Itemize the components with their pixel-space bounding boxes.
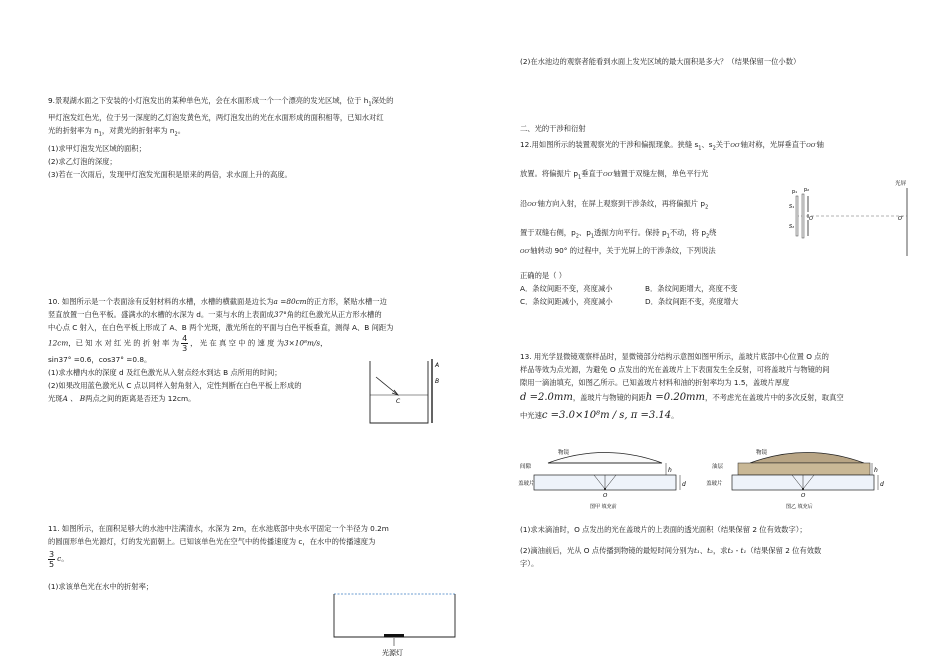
q9-sub1: (1)求甲灯泡发光区域的面积； [48, 143, 146, 153]
question-13-subs [520, 523, 915, 570]
label-oil: 油层 [712, 464, 724, 470]
q9-sub3: (3)若在一次雨后，发现甲灯泡发光面积是原来的两倍，求水面上升的高度。 [48, 169, 292, 179]
label-d: d [682, 481, 686, 488]
q10-fraction: $\frac{4}{3}$ [182, 334, 188, 353]
q10-tank-figure [350, 355, 450, 430]
q11-line1: 11. 如图所示，在面积足够大的水池中注满清水，水深为 2m，在水池底部中央水平固定一个半径为 0.2m [48, 524, 389, 533]
q11-line2: 的圆面形单色光源灯，灯的发光面朝上。已知该单色光在空气中的传播速度为 c，在水中的传播速度为 [48, 537, 376, 546]
light-source-lamp [384, 634, 404, 638]
q11-fraction: $\frac{3}{5}$ [49, 549, 55, 569]
q12-line1: 12.用如图所示的装置观察光的干涉和偏振现象。狭缝 $s_1$、$s_2$关于OO′轴对称，光屏垂直于OO′轴 [520, 140, 824, 152]
label-p1: p₁ [792, 189, 798, 195]
label-light-source: 光源灯 [382, 649, 403, 657]
q13-sub1: (1)求未滴油时，O 点发出的光在盖玻片的上表面的透光面积（结果保留 2 位有效数字）； [520, 525, 807, 534]
option-b[interactable]: B．条纹间距增大，亮度不变 [645, 283, 738, 293]
q12-interference-figure [788, 176, 915, 258]
label-o: O [809, 216, 813, 222]
label-a: A [435, 362, 440, 369]
label-gap: 间隙 [520, 464, 532, 470]
q10-sub3: 光斑A 、 B两点之间的距离是否还为 12cm。 [48, 394, 196, 403]
q9-sub2: (2)求乙灯泡的深度； [48, 156, 117, 166]
q10-sub1: (1)求水槽内水的深度 d 及红色激光从入射点经水到达 B 点所用的时间； [48, 368, 282, 377]
q13-sub2: (2)滴油前后，光从 O 点传播到物镜的最短时间分别为t₁、t₂，求t₂ - t₁（结果保留 2 位有效数 [520, 546, 822, 555]
q13-line5: 中光速c =3.0×10⁸m / s, π =3.14。 [520, 410, 679, 421]
option-c[interactable]: C．条纹间距减小，亮度减小 [520, 296, 613, 306]
caption-after: 图乙 填充后 [786, 504, 813, 510]
section-interference [520, 122, 915, 135]
q11-sub2: (2)在水池边的观察者能看到水面上发光区域的最大面积是多大？（结果保留一位小数） [520, 57, 801, 66]
label-h-2: h [874, 467, 878, 474]
q9-line3: 光的折射率为 $n_1$，对黄光的折射率为 $n_2$。 [48, 126, 186, 138]
label-o-before: O [603, 493, 608, 499]
label-s2: S₂ [789, 224, 795, 230]
figure-after-fill [706, 448, 884, 510]
question-13 [520, 350, 915, 425]
q10-line4: 12cm，已 知 水 对 红 光 的 折 射 率 为 $\frac{4}{3}$ ， 光 在 真 空 中 的 速 度 为3×10⁸m/s， [48, 334, 328, 353]
q12-line6: 正确的是（ ） [520, 270, 567, 280]
q13-line3: 隙用一滴油填充，如图乙所示。已知盖玻片材料和油的折射率均为 1.5，盖玻片厚度 [520, 378, 790, 387]
option-d[interactable]: D．条纹间距不变，亮度增大 [645, 296, 739, 306]
q12-line5: OO′轴转动 90° 的过程中，关于光屏上的干涉条纹，下列说法 [520, 245, 716, 255]
q12-line2: 放置。将偏振片 $p_1$垂直于OO′轴置于双缝左侧，单色平行光 [520, 169, 709, 181]
section-heading: 二、光的干涉和衍射 [520, 124, 586, 133]
q10-line1: 10. 如图所示是一个表面涂有反射材料的水槽，水槽的横截面是边长为a =80cm的正方形，紧贴水槽一边 [48, 297, 387, 306]
figure-before-fill [518, 448, 686, 510]
label-cover-glass: 盖玻片 [518, 481, 535, 487]
q10-sub2: (2)如果改用蓝色激光从 C 点以同样入射角射入，定性判断在白色平板上形成的 [48, 381, 302, 390]
caption-before: 图甲 填充前 [590, 504, 617, 510]
right-column [520, 0, 915, 658]
label-objective: 物镜 [558, 450, 570, 456]
q10-line2: 竖直放置一白色平板。盛满水的水槽的水深为 d。一束与水的上表面成37°角的红色激光从正方形水槽的 [48, 310, 382, 319]
label-h: h [668, 467, 672, 474]
q13-line2: 样品等效为点光源，为避免 O 点发出的光在盖玻片上下表面发生全反射，可将盖玻片与物镜的间 [520, 365, 830, 374]
label-p2: p₂ [804, 187, 810, 193]
label-c: C [396, 398, 401, 405]
label-o-after: O [801, 493, 806, 499]
label-screen: 光屏 [895, 181, 907, 187]
label-o-prime: O′ [898, 216, 904, 222]
q12-line4: 置于双缝右侧，$p_2$、$p_1$透振方向平行。保持 $p_1$不动，将 $p_2$绕 [520, 228, 717, 240]
left-column [48, 0, 448, 658]
option-a[interactable]: A．条纹间距不变，亮度减小 [520, 283, 613, 293]
q13-line4: d =2.0mm，盖玻片与物镜的间距h =0.20mm，不考虑光在盖玻片中的多次反射，取真空 [520, 392, 844, 403]
q11-line3: $\frac{3}{5}$ c。 [49, 549, 69, 569]
label-objective-2: 物镜 [756, 450, 768, 456]
q11-pool-figure [332, 590, 457, 658]
question-11 [48, 522, 448, 593]
q9-line2: 甲灯泡发红色光，位于另一深度的乙灯泡发黄色光，两灯泡发出的光在水面形成的面积相等，已知水对红 [48, 113, 384, 123]
label-s1: S₁ [789, 204, 795, 210]
label-d-2: d [880, 481, 884, 488]
question-12 [520, 138, 824, 308]
q12-line3: 沿OO′轴方向入射，在屏上观察到干涉条纹，再将偏振片 $p_2$ [520, 198, 709, 211]
q10-line5: sin37° =0.6，cos37° =0.8。 [48, 355, 152, 364]
label-cover-glass-2: 盖玻片 [706, 481, 723, 487]
question-11-part2 [520, 55, 915, 68]
q10-line3: 中心点 C 射入，在白色平板上形成了 A、B 两个光斑，激光所在的平面与白色平板垂直，测得 A、B 间距为 [48, 323, 394, 332]
label-b: B [435, 378, 440, 385]
q13-sub3: 字）。 [520, 559, 539, 568]
question-9 [48, 94, 448, 181]
q9-line1: 9.景观湖水面之下安装的小灯泡发出的某种单色光，会在水面形成一个一个漂亮的发光区域，位于 $h_1$深处的 [48, 96, 394, 108]
q11-sub1: (1)求该单色光在水中的折射率； [48, 582, 154, 591]
q13-microscope-figure [520, 446, 915, 516]
q13-line1: 13. 用光学显微镜观察样品时，显微镜部分结构示意图如图甲所示，盖玻片底部中心位置 O 点的 [520, 352, 829, 361]
q12-options [520, 282, 790, 308]
